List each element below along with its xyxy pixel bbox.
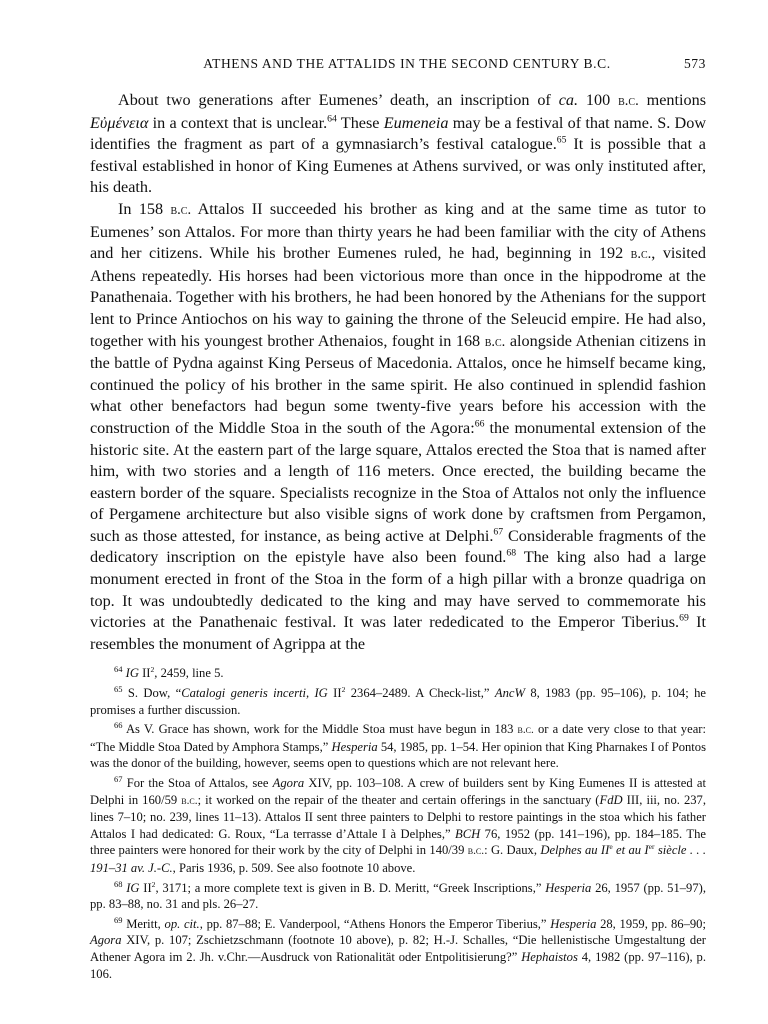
footnote-text-run: 26, 1957 (pp. 51–97), pp. 83–88, no. 31 and pls. 26–27. — [90, 880, 706, 912]
footnote-text-run: II — [327, 686, 342, 701]
footnote-text-run: , 2459, line 5. — [154, 666, 224, 681]
footnote-text-run: Hesperia — [545, 880, 592, 895]
running-title: ATHENS AND THE ATTALIDS IN THE SECOND CENTURY B.C. — [203, 56, 611, 71]
footnote-text-run: BCH — [455, 826, 481, 841]
footnote-text-run: , 3171; a more complete text is given in B. D. Meritt, “Greek Inscriptions,” — [155, 880, 546, 895]
footnote — [90, 721, 706, 772]
footnote-text-run: S. Dow, “ — [127, 686, 182, 701]
footnote-text-run: e — [609, 842, 613, 852]
text-run: 64 — [327, 113, 337, 125]
footnote-text-run: Catalogi generis incerti, IG — [181, 686, 328, 701]
footnote-text-run: Hephaistos — [521, 949, 578, 964]
footnote-text-run: 76, 1952 (pp. 141–196), pp. 184–185. The three painters were honored for their work by the city of Delphi in 140/39 — [90, 826, 706, 858]
footnote-text-run: IG — [126, 880, 140, 895]
footnote-number: 64 — [114, 664, 123, 675]
text-run: Eumeneia — [383, 113, 449, 132]
paragraph — [90, 90, 706, 199]
footnote-text-run: or a date very close to that year: “The Middle Stoa Dated by Amphora Stamps,” — [90, 722, 706, 754]
text-run: may be a festival of that name. S. Dow identifies the fragment as part of a gymnasiarch’s festival catalogue. — [90, 113, 707, 154]
footnote-text-run: 2 — [151, 879, 156, 889]
text-run: 69 — [679, 612, 689, 624]
footnote-text-run: IG — [125, 666, 139, 681]
text-run: 67 — [493, 526, 504, 538]
footnote-text-run: III, iii, no. 237, lines 7–10; no. 239, lines 11–13). Attalos II sent three painters to Delphi to restore paintings in the stoa which his father Attalos I had dedicated: G. Roux, “La terrasse d’Attale I à Delphes,” — [90, 792, 706, 841]
footnote-text-run: b.c. — [517, 724, 534, 737]
text-run: It resembles the monument of Agrippa at the — [90, 613, 706, 653]
text-run: The king also had a large monument erected in front of the Stoa in the form of a high pillar with a bronze quadriga on top. It was undoubtedly dedicated to the king and may have served to commemorate his victories at the Panathenaic festival. It was later rededicated to the Emperor Tiberius. — [90, 548, 707, 632]
footnote-text-run: As V. Grace has shown, work for the Middle Stoa must have begun in 183 — [125, 722, 518, 737]
footnote-text-run: 2 — [150, 665, 155, 675]
footnote-text-run: b.c. — [181, 794, 198, 807]
footnote-text-run: b.c. — [467, 845, 485, 858]
text-run: b.c. — [170, 201, 192, 218]
text-run: ca. — [558, 91, 579, 109]
text-run: It is possible that a festival established in honor of King Eumenes at Athens survived, or was only instituted after, his death. — [90, 135, 706, 197]
page — [90, 56, 706, 985]
text-run: These — [336, 113, 384, 132]
footnote-text-run: Hesperia — [331, 739, 378, 754]
footnote-text-run: Agora — [90, 933, 122, 948]
text-run: the monumental extension of the historic site. At the eastern part of the large square, Attalos erected the Stoa that is named after him, with two stories and a length of 116 meters. Once erected, the building became the eastern border of the square. Specialists recognize in the Stoa of Attalos not only the influence of Pergamene architecture but also visible signs of work done by craftsmen from Pergamon, such as those attested, for instance, as being active at Delphi. — [90, 418, 706, 545]
text-run: Considerable fragments of the dedicatory inscription on the epistyle have also been found. — [90, 526, 706, 567]
footnote-text-run: Meritt, — [126, 916, 165, 931]
footnote-text-run: 2 — [341, 684, 346, 694]
footnote-text-run: For the Stoa of Attalos, see — [126, 776, 273, 790]
footnote-text-run: Hesperia — [550, 916, 597, 931]
footnote-text-run: XIV, p. 107; Zschietzschmann (footnote 10 above), p. 82; H.-J. Schalles, “Die hellenistische Umgestaltung der Athener Agora im 2. Jh. v.Chr.—Ausdruck von Rationalität oder Entpolitisierung?” — [90, 933, 706, 964]
footnote-text-run: II — [139, 880, 152, 895]
text-run: Εὐμένεια — [90, 113, 149, 132]
footnote-text-run: op. cit. — [164, 916, 200, 931]
text-run: 66 — [474, 418, 485, 430]
footnote-text-run: AncW — [494, 686, 525, 701]
footnote-number: 69 — [114, 914, 123, 925]
footnote-text-run: er — [648, 842, 655, 852]
text-run: In 158 — [118, 199, 171, 218]
footnote-text-run: et au I — [612, 843, 649, 858]
footnote — [90, 880, 706, 913]
footnote-number: 65 — [114, 683, 123, 694]
footnote-text-run: 4, 1982 (pp. 97–116), p. 106. — [90, 949, 706, 981]
footnote-text-run: ; it worked on the repair of the theater and certain offerings in the sanctuary ( — [197, 792, 600, 807]
page-number: 573 — [683, 56, 706, 71]
footnote-text-run: 8, 1983 (pp. 95–106), p. 104; he promises a further discussion. — [90, 686, 706, 717]
text-run: b.c. — [484, 333, 506, 350]
footnote-number: 68 — [114, 878, 123, 889]
text-run: b.c. — [630, 246, 652, 263]
footnote-number: 67 — [114, 773, 123, 784]
footnote-text-run: 2364–2489. A Check-list,” — [345, 686, 495, 701]
footnote-text-run: , Paris 1936, p. 509. See also footnote 10 above. — [172, 860, 416, 875]
text-run: b.c. — [618, 93, 639, 109]
text-run: 68 — [506, 548, 517, 560]
running-header — [90, 56, 706, 72]
footnote-text-run: Delphes au II — [540, 843, 610, 858]
text-run: About two generations after Eumenes’ death, an inscription of — [118, 91, 559, 109]
footnote — [90, 916, 706, 982]
body-text — [90, 90, 706, 655]
footnote-text-run: Agora — [272, 776, 305, 790]
footnote-text-run: 54, 1985, pp. 1–54. Her opinion that King Pharnakes I of Pontos was the donor of the building, however, seems open to questions which are not relevant here. — [90, 739, 707, 771]
footnote-number: 66 — [114, 720, 123, 731]
footnote-text-run: II — [138, 666, 151, 681]
footnotes — [90, 665, 706, 982]
text-run: Attalos II succeeded his brother as king and at the same time as tutor to Eumenes’ son Attalos. For more than thirty years he had been familiar with the city of Athens and her citizens. While his brother Eumenes ruled, he had, beginning in 192 — [90, 199, 707, 263]
text-run: , visited Athens repeatedly. His horses had been victorious more than once in the hippodrome at the Panathenaia. Together with his brothers, he had been honored by the Athenians for the support lent to Prince Antiochos on his way to gaining the throne of the Seleucid empire. He had also, together with his youngest brother Athenaios, fought in 168 — [90, 244, 706, 350]
footnote-text-run: XIV, pp. 103–108. A crew of builders sent by King Eumenes II is attested at Delphi in 160/59 — [90, 776, 706, 807]
footnote-text-run: 28, 1959, pp. 86–90; — [596, 916, 706, 931]
footnote — [90, 775, 706, 877]
text-run: 100 — [578, 91, 619, 109]
footnote — [90, 665, 706, 682]
footnote-text-run: : G. Daux, — [484, 843, 541, 858]
text-run: in a context that is unclear. — [148, 113, 328, 132]
footnote-text-run: siècle . . . 191–31 av. J.-C. — [90, 843, 707, 875]
text-run: mentions — [638, 91, 706, 109]
text-run: 65 — [556, 134, 567, 146]
paragraph — [90, 199, 706, 655]
footnote-text-run: FdD — [599, 792, 623, 807]
text-run: alongside Athenian citizens in the battle of Pydna against King Perseus of Macedonia. Attalos, once he himself became king, continued the policy of his brother in the same spirit. He also continued in splendid fashion what other benefactors had begun some twenty-five years before his accession with the construction of the Middle Stoa in the south of the Agora: — [90, 331, 706, 437]
footnote — [90, 685, 706, 718]
footnote-text-run: , pp. 87–88; E. Vanderpool, “Athens Honors the Emperor Tiberius,” — [199, 916, 551, 931]
